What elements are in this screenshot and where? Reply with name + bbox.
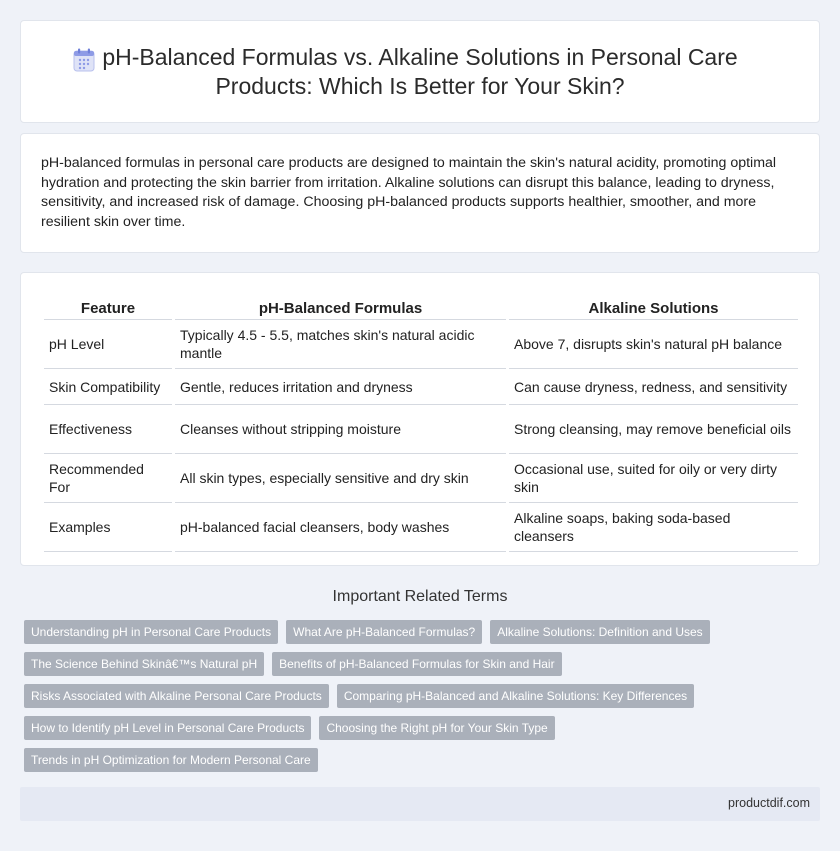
related-term-link[interactable]: How to Identify pH Level in Personal Care Products [24, 716, 311, 740]
related-term-link[interactable]: Choosing the Right pH for Your Skin Type [319, 716, 554, 740]
related-term-link[interactable]: Understanding pH in Personal Care Products [24, 620, 278, 644]
related-terms-list [24, 620, 824, 780]
header-card [20, 20, 820, 123]
related-term-link[interactable]: Comparing pH-Balanced and Alkaline Solutions: Key Differences [337, 684, 694, 708]
table-cell: Cleanses without stripping moisture [175, 405, 506, 454]
comparison-card [20, 272, 820, 566]
table-cell: Gentle, reduces irritation and dryness [175, 369, 506, 405]
table-cell: Alkaline soaps, baking soda-based cleansers [509, 503, 798, 552]
table-row [44, 503, 798, 552]
table-cell: Recommended For [44, 454, 172, 503]
table-row [44, 369, 798, 405]
table-cell: All skin types, especially sensitive and dry skin [175, 454, 506, 503]
related-term-link[interactable]: Risks Associated with Alkaline Personal Care Products [24, 684, 329, 708]
related-terms-title: Important Related Terms [332, 588, 508, 605]
related-term-link[interactable]: Alkaline Solutions: Definition and Uses [490, 620, 709, 644]
table-cell: Occasional use, suited for oily or very dirty skin [509, 454, 798, 503]
intro-card [20, 133, 820, 253]
table-cell: Effectiveness [44, 405, 172, 454]
table-cell: Examples [44, 503, 172, 552]
related-term-link[interactable]: The Science Behind Skinâ€™s Natural pH [24, 652, 264, 676]
table-cell: Above 7, disrupts skin's natural pH balance [509, 320, 798, 369]
intro-paragraph: pH-balanced formulas in personal care products are designed to maintain the skin's natural acidity, promoting optimal hydration and protecting the skin barrier from irritation. Alkaline solutions can disrupt this balance, leading to dryness, sensitivity, and increased risk of damage. Choosing pH-balanced products supports healthier, smoother, and more resilient skin over time. [41, 155, 777, 231]
table-cell: pH-balanced facial cleansers, body washes [175, 503, 506, 552]
related-term-link[interactable]: What Are pH-Balanced Formulas? [286, 620, 482, 644]
comparison-table [41, 295, 801, 552]
table-row [44, 454, 798, 503]
table-row [44, 320, 798, 369]
table-cell: Can cause dryness, redness, and sensitivity [509, 369, 798, 405]
table-cell: Typically 4.5 - 5.5, matches skin's natural acidic mantle [175, 320, 506, 369]
related-term-link[interactable]: Benefits of pH-Balanced Formulas for Skin and Hair [272, 652, 561, 676]
page-title: pH-Balanced Formulas vs. Alkaline Solutions in Personal Care Products: Which Is Better for Your Skin? [102, 44, 738, 99]
footer [20, 787, 820, 821]
table-cell: Skin Compatibility [44, 369, 172, 405]
header-feature: Feature [44, 295, 172, 320]
table-header-row [44, 295, 798, 320]
header-ph-balanced: pH-Balanced Formulas [175, 295, 506, 320]
header-alkaline: Alkaline Solutions [509, 295, 798, 320]
table-row [44, 405, 798, 454]
footer-site-name: productdif.com [728, 796, 810, 810]
table-cell: pH Level [44, 320, 172, 369]
related-term-link[interactable]: Trends in pH Optimization for Modern Personal Care [24, 748, 318, 772]
table-cell: Strong cleansing, may remove beneficial oils [509, 405, 798, 454]
